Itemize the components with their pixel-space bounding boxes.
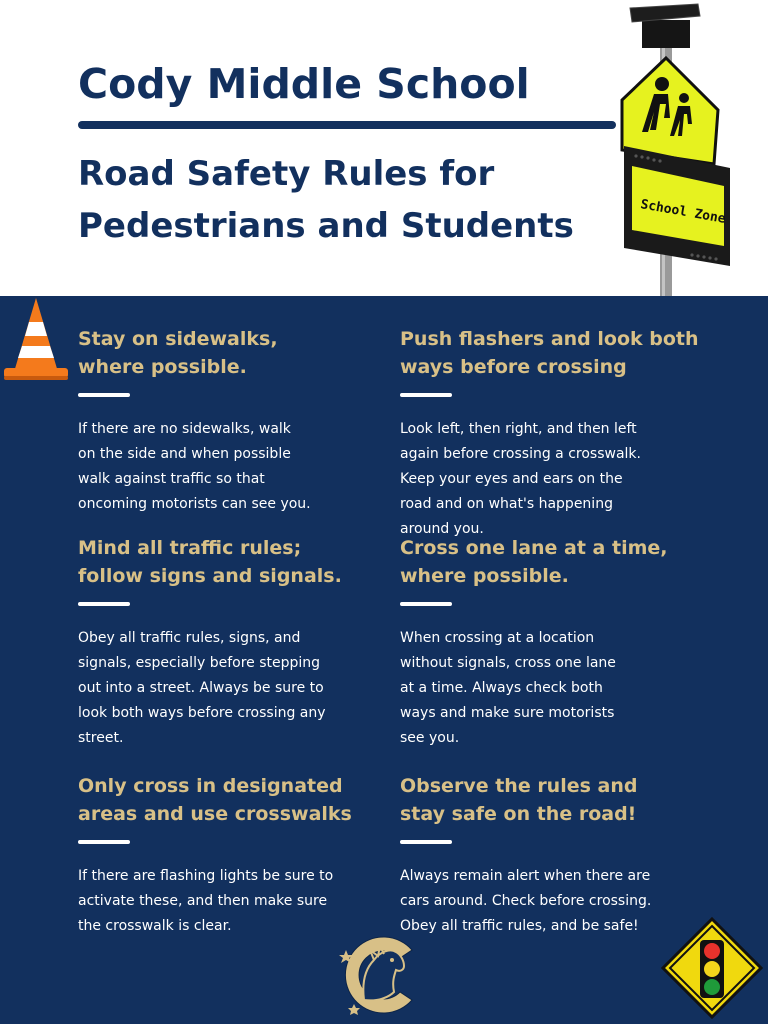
tip-text-line: out into a street. Always be sure to bbox=[78, 680, 324, 696]
tip-text-line: activate these, and then make sure bbox=[78, 893, 328, 909]
cone-icon bbox=[2, 296, 70, 384]
page-title-line: Pedestrians and Students bbox=[78, 206, 574, 246]
tip-text bbox=[400, 626, 668, 751]
tip-text-line: Look left, then right, and then left bbox=[400, 421, 637, 437]
school-name: Cody Middle School bbox=[78, 60, 530, 108]
tip-text-line: at a time. Always check both bbox=[400, 680, 603, 696]
tip-heading-line: where possible. bbox=[78, 356, 247, 378]
tip-text-line: If there are no sidewalks, walk bbox=[78, 421, 291, 437]
tip-card bbox=[400, 772, 651, 939]
tip-text-line: cars around. Check before crossing. bbox=[400, 893, 652, 909]
tip-text bbox=[400, 864, 651, 939]
tip-heading-line: areas and use crosswalks bbox=[78, 803, 352, 825]
school-zone-sign-icon bbox=[610, 0, 750, 296]
header-divider bbox=[78, 121, 616, 129]
tip-heading-line: where possible. bbox=[400, 565, 569, 587]
tip-divider bbox=[78, 393, 130, 397]
tip-divider bbox=[400, 840, 452, 844]
tip-text-line: If there are flashing lights be sure to bbox=[78, 868, 334, 884]
tip-text-line: around you. bbox=[400, 521, 484, 537]
tip-heading-line: ways before crossing bbox=[400, 356, 627, 378]
tip-text-line: again before crossing a crosswalk. bbox=[400, 446, 641, 462]
tip-text-line: road and on what's happening bbox=[400, 496, 613, 512]
tip-heading bbox=[400, 325, 699, 381]
tip-text bbox=[78, 626, 342, 751]
tip-heading-line: Observe the rules and bbox=[400, 775, 638, 797]
tip-text-line: Obey all traffic rules, signs, and bbox=[78, 630, 301, 646]
tip-text-line: Keep your eyes and ears on the bbox=[400, 471, 623, 487]
tip-divider bbox=[400, 393, 452, 397]
page-title bbox=[78, 148, 618, 252]
header bbox=[0, 0, 768, 296]
tip-text-line: without signals, cross one lane bbox=[400, 655, 616, 671]
tip-heading-line: Stay on sidewalks, bbox=[78, 328, 278, 350]
tip-text-line: Obey all traffic rules, and be safe! bbox=[400, 918, 639, 934]
tip-text-line: street. bbox=[78, 730, 124, 746]
tip-card bbox=[78, 772, 352, 939]
tip-card bbox=[400, 325, 699, 542]
tip-text-line: oncoming motorists can see you. bbox=[78, 496, 311, 512]
tip-text-line: look both ways before crossing any bbox=[78, 705, 326, 721]
tip-heading bbox=[78, 325, 311, 381]
tip-divider bbox=[400, 602, 452, 606]
tip-heading-line: stay safe on the road! bbox=[400, 803, 637, 825]
school-crest-logo bbox=[334, 930, 428, 1018]
tip-card bbox=[400, 534, 668, 751]
tip-text-line: Always remain alert when there are bbox=[400, 868, 651, 884]
tip-heading-line: Only cross in designated bbox=[78, 775, 343, 797]
traffic-light-icon bbox=[660, 916, 764, 1020]
tip-divider bbox=[78, 840, 130, 844]
tip-card bbox=[78, 325, 311, 517]
tip-heading-line: Cross one lane at a time, bbox=[400, 537, 668, 559]
tip-heading bbox=[400, 772, 651, 828]
tip-text-line: on the side and when possible bbox=[78, 446, 291, 462]
tip-heading-line: Push flashers and look both bbox=[400, 328, 699, 350]
tip-text-line: ways and make sure motorists bbox=[400, 705, 615, 721]
tip-divider bbox=[78, 602, 130, 606]
tip-card bbox=[78, 534, 342, 751]
tip-text bbox=[78, 417, 311, 517]
tip-text-line: signals, especially before stepping bbox=[78, 655, 321, 671]
tip-heading bbox=[78, 534, 342, 590]
tip-text bbox=[78, 864, 352, 939]
tip-text bbox=[400, 417, 699, 542]
tip-heading bbox=[400, 534, 668, 590]
tip-text-line: see you. bbox=[400, 730, 460, 746]
tip-heading bbox=[78, 772, 352, 828]
school-zone-sign-label: School Zone bbox=[639, 197, 727, 227]
tip-heading-line: Mind all traffic rules; bbox=[78, 537, 302, 559]
tip-heading-line: follow signs and signals. bbox=[78, 565, 342, 587]
tip-text-line: When crossing at a location bbox=[400, 630, 595, 646]
tip-text-line: the crosswalk is clear. bbox=[78, 918, 232, 934]
tip-text-line: walk against traffic so that bbox=[78, 471, 265, 487]
page-title-line: Road Safety Rules for bbox=[78, 154, 495, 194]
